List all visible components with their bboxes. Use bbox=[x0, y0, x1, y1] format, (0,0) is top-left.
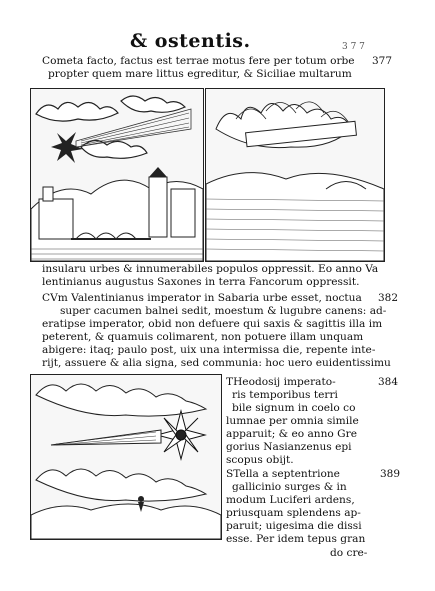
text-line: scopus obijt. bbox=[226, 454, 294, 466]
folio-number: 3 7 7 bbox=[342, 42, 365, 52]
text-line: lentinianus augustus Saxones in terra Fancorum oppressit. bbox=[42, 276, 360, 288]
text-line: abigere: itaq; paulo post, uix una intermissa die, repente inte- bbox=[42, 344, 376, 356]
woodcut-comet-town bbox=[30, 88, 204, 262]
text-line: bile signum in coelo co bbox=[232, 402, 356, 414]
margin-number: 389 bbox=[380, 468, 401, 480]
text-line: propter quem mare littus egreditur, & Siciliae multarum bbox=[48, 68, 352, 80]
text-line: THeodosij imperato- bbox=[226, 376, 336, 388]
text-line: Cometa facto, factus est terrae motus fere per totum orbe bbox=[42, 55, 355, 67]
text-line: esse. Per idem tepus gran bbox=[226, 533, 366, 545]
text-line: gorius Nasianzenus epi bbox=[226, 441, 352, 453]
text-line: modum Luciferi ardens, bbox=[226, 494, 355, 506]
text-line: priusquam splendens ap- bbox=[226, 507, 361, 519]
text-line: gallicinio surges & in bbox=[232, 481, 347, 493]
woodcut-star-clouds bbox=[30, 374, 222, 540]
text-line: lumnae per omnia simile bbox=[226, 415, 359, 427]
text-line: eratipse imperator, obid non defuere qui saxis & sagittis illa im bbox=[42, 318, 383, 330]
text-line: CVm Valentinianus imperator in Sabaria urbe esset, noctua bbox=[42, 292, 362, 304]
text-line: paruit; uigesima die dissi bbox=[226, 520, 362, 532]
page-title: & ostentis. bbox=[130, 30, 251, 52]
text-line: STella a septentrione bbox=[226, 468, 340, 480]
text-line: apparuit; & eo anno Gre bbox=[226, 428, 357, 440]
text-line: peterent, & quamuis colimarent, non potuere illam unquam bbox=[42, 331, 364, 343]
woodcut-fiery-comet bbox=[205, 88, 385, 262]
text-line: rijt, assuere & alia signa, sed communia: hoc uero euidentissimu bbox=[42, 357, 391, 369]
margin-number: 382 bbox=[378, 292, 399, 304]
text-line: super cacumen balnei sedit, moestum & lugubre canens: ad- bbox=[60, 305, 387, 317]
catchword: do cre- bbox=[330, 547, 368, 559]
text-line: ris temporibus terri bbox=[232, 389, 338, 401]
text-line: insularu urbes & innumerabiles populos oppressit. Eo anno Va bbox=[42, 263, 379, 275]
margin-number: 377 bbox=[372, 55, 393, 67]
margin-number: 384 bbox=[378, 376, 399, 388]
